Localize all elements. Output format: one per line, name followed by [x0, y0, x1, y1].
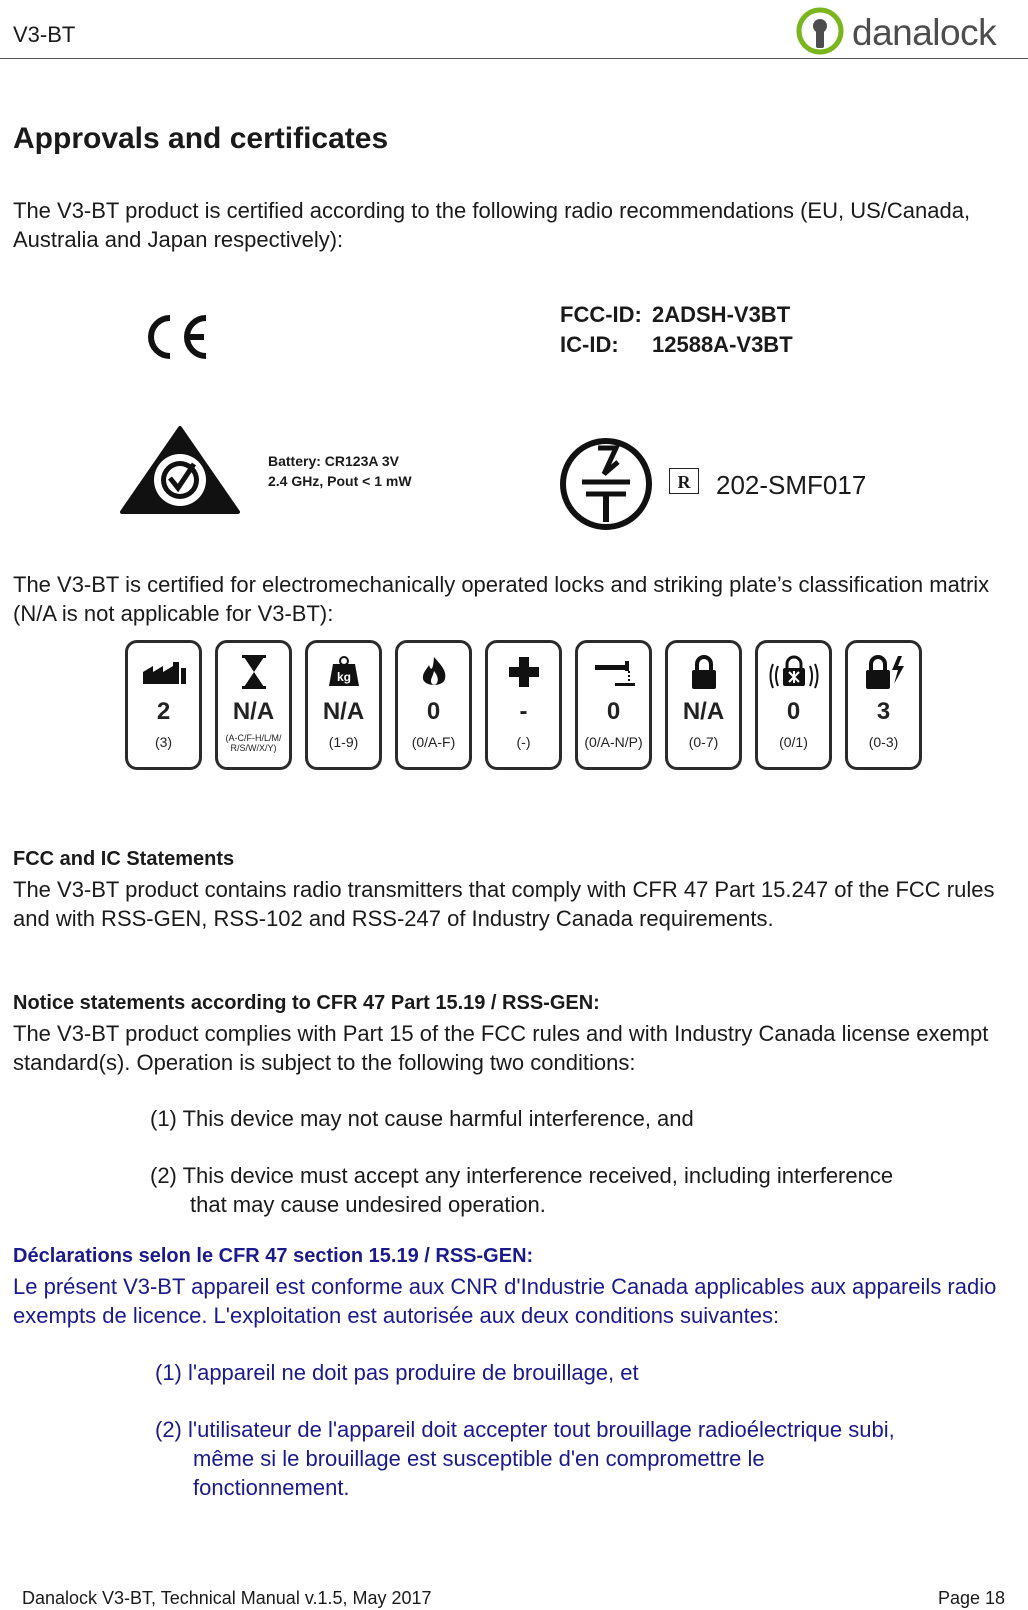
logo-wordmark: danalock — [852, 12, 997, 53]
battery-info — [268, 451, 412, 491]
matrix-card-door-mass — [305, 640, 382, 770]
padlock-icon — [690, 654, 718, 690]
matrix-range: (3) — [154, 734, 173, 750]
matrix-intro: The V3-BT is certified for electromechanically operated locks and striking plate’s classification matrix (N/A is not applicable for V3-BT): — [13, 572, 990, 626]
weight-kg-icon — [327, 656, 361, 688]
header-divider — [0, 58, 1028, 59]
radio-power-line: 2.4 GHz, Pout < 1 mW — [268, 473, 412, 489]
matrix-card-security — [665, 640, 742, 770]
french-section-body: Le présent V3-BT appareil est conforme aux CNR d'Industrie Canada applicables aux appareils radio exempts de licence. L'exploitation est autorisée aux deux conditions suivantes: — [13, 1274, 997, 1328]
door-bolt-icon — [591, 657, 637, 687]
factory-icon — [139, 658, 189, 686]
kg-label: kg — [336, 670, 351, 684]
matrix-value: 0 — [606, 698, 621, 725]
matrix-range: (-) — [516, 734, 531, 750]
matrix-value: 3 — [876, 698, 891, 725]
matrix-value: N/A — [682, 698, 725, 725]
ce-mark-icon — [142, 312, 212, 362]
fcc-section-title: FCC and IC Statements — [13, 848, 235, 870]
rcm-mark-icon — [118, 424, 242, 516]
fcc-section-body: The V3-BT product contains radio transmitters that comply with CFR 47 Part 15.247 of the FCC rules and with RSS-GEN, RSS-102 and RSS-247 of Industry Canada requirements. — [13, 877, 995, 931]
matrix-value: 0 — [426, 698, 441, 725]
matrix-range: (0-3) — [868, 734, 899, 750]
notice-condition-2-line: (2) This device must accept any interference received, including interference — [150, 1163, 894, 1188]
matrix-card-corrosion — [575, 640, 652, 770]
safety-cross-icon — [509, 657, 539, 687]
telec-number: 202-SMF017 — [716, 470, 867, 500]
fcc-ic-ids — [560, 300, 793, 360]
matrix-value: - — [519, 698, 528, 725]
matrix-range: (1-9) — [328, 734, 359, 750]
matrix-card-electrical — [845, 640, 922, 770]
matrix-card-fault-tolerance — [755, 640, 832, 770]
telec-mark-icon — [558, 436, 654, 532]
matrix-value: N/A — [232, 698, 275, 725]
battery-line: Battery: CR123A 3V — [268, 453, 399, 469]
matrix-card-fire — [395, 640, 472, 770]
ic-id-value: 12588A-V3BT — [652, 332, 793, 357]
page-title: Approvals and certificates — [13, 122, 389, 155]
matrix-range: (0/A-N/P) — [584, 734, 643, 750]
matrix-value: 2 — [156, 698, 171, 725]
document-id: V3-BT — [13, 22, 76, 47]
matrix-card-durability — [215, 640, 292, 770]
matrix-range: (0-7) — [688, 734, 719, 750]
notice-condition-1: (1) This device may not cause harmful interference, and — [150, 1106, 694, 1131]
matrix-value: N/A — [322, 698, 365, 725]
notice-condition-2-line: that may cause undesired operation. — [190, 1192, 546, 1217]
fcc-id-value: 2ADSH-V3BT — [652, 302, 791, 327]
matrix-card-usage — [125, 640, 202, 770]
footer-document-info: Danalock V3-BT, Technical Manual v.1.5, May 2017 — [22, 1588, 432, 1608]
french-condition-2 — [155, 1415, 1015, 1502]
french-section-title: Déclarations selon le CFR 47 section 15.19 / RSS-GEN: — [13, 1245, 534, 1267]
french-condition-2-line: (2) l'utilisateur de l'appareil doit accepter tout brouillage radioélectrique subi, — [155, 1417, 895, 1442]
notice-condition-2 — [150, 1161, 1010, 1219]
french-condition-1: (1) l'appareil ne doit pas produire de brouillage, et — [155, 1360, 639, 1385]
ic-id-label: IC-ID: — [560, 332, 619, 357]
hourglass-icon — [242, 655, 266, 689]
matrix-range: (A-C/F-H/L/M/ R/S/W/X/Y) — [225, 733, 282, 753]
notice-section-body: The V3-BT product complies with Part 15 of the FCC rules and with Industry Canada license exempt standard(s). Operation is subject to the following two conditions: — [13, 1021, 989, 1075]
matrix-range: (0/A-F) — [411, 734, 456, 750]
fire-icon — [419, 655, 449, 689]
matrix-range: (0/1) — [779, 734, 808, 750]
registration-mark: R — [669, 468, 699, 494]
electric-lock-icon — [864, 654, 904, 690]
matrix-value: 0 — [786, 698, 801, 725]
french-condition-2-line: même si le brouillage est susceptible d'en compromettre le — [193, 1446, 765, 1471]
notice-section-title: Notice statements according to CFR 47 Part 15.19 / RSS-GEN: — [13, 992, 600, 1014]
matrix-card-safety — [485, 640, 562, 770]
french-condition-2-line: fonctionnement. — [193, 1475, 350, 1500]
vibration-lock-icon — [768, 654, 820, 690]
footer-page-number: Page 18 — [938, 1588, 1006, 1608]
intro-paragraph: The V3-BT product is certified according to the following radio recommendations (EU, US/Canada, Australia and Japan respectively): — [13, 198, 971, 252]
fcc-id-label: FCC-ID: — [560, 302, 642, 327]
